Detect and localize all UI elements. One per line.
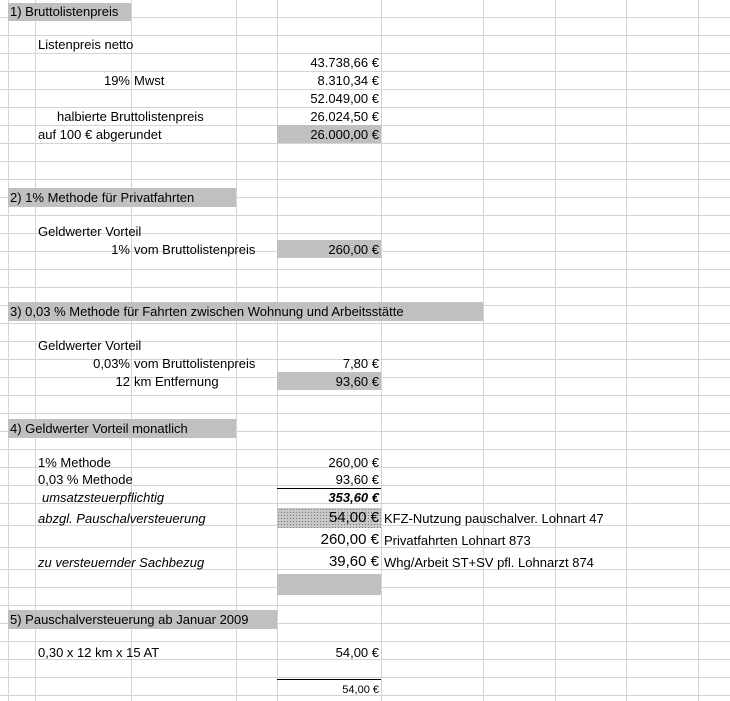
mwst-percent: 19% (103, 73, 130, 88)
section4-header: 4) Geldwerter Vorteil monatlich (10, 421, 188, 436)
abzgl-label: abzgl. Pauschalversteuerung (38, 511, 206, 526)
section3-km: 12 (115, 374, 130, 389)
zu-versteuern-value: 39,60 € (328, 553, 379, 570)
section2-gv-label: Geldwerter Vorteil (38, 224, 142, 239)
calc-value: 54,00 € (335, 645, 379, 660)
total-value: 54,00 € (342, 684, 379, 696)
section2-header: 2) 1% Methode für Privatfahrten (10, 190, 195, 205)
halbiert-value: 26.024,50 € (310, 109, 379, 124)
mwst-label: Mwst (134, 73, 165, 88)
section4-empty-result-bg (277, 574, 381, 595)
abzgl-note: KFZ-Nutzung pauschalver. Lohnart 47 (384, 511, 604, 526)
sum-underline (277, 488, 381, 489)
privat-value: 260,00 € (320, 531, 379, 548)
zu-versteuern-note: Whg/Arbeit ST+SV pfl. Lohnarzt 874 (384, 555, 594, 570)
mwst-value: 8.310,34 € (317, 73, 379, 88)
listenpreis-value: 43.738,66 € (310, 55, 379, 70)
listenpreis-label: Listenpreis netto (38, 37, 134, 52)
ust-value: 353,60 € (328, 490, 379, 505)
abgerundet-value: 26.000,00 € (310, 127, 379, 142)
brutto-value: 52.049,00 € (310, 91, 379, 106)
section3-km-value: 93,60 € (335, 374, 379, 389)
method1-label: 1% Methode (38, 455, 111, 470)
method2-label: 0,03 % Methode (38, 472, 133, 487)
section3-gv-label: Geldwerter Vorteil (38, 338, 142, 353)
abzgl-value: 54,00 € (328, 509, 379, 526)
calc-label: 0,30 x 12 km x 15 AT (38, 645, 160, 660)
zu-versteuern-label: zu versteuernder Sachbezug (38, 555, 205, 570)
method2-value: 93,60 € (335, 472, 379, 487)
section2-vom-label: vom Bruttolistenpreis (134, 242, 256, 257)
section2-value: 260,00 € (328, 242, 379, 257)
section2-percent: 1% (111, 242, 130, 257)
section3-header: 3) 0,03 % Methode für Fahrten zwischen Wohnung und Arbeitsstätte (10, 304, 404, 319)
halbiert-label: halbierte Bruttolistenpreis (57, 109, 204, 124)
method1-value: 260,00 € (328, 455, 379, 470)
ust-label: umsatzsteuerpflichtig (42, 490, 165, 505)
section3-percent: 0,03% (93, 356, 130, 371)
privat-note: Privatfahrten Lohnart 873 (384, 533, 531, 548)
section3-vom-label: vom Bruttolistenpreis (134, 356, 256, 371)
section3-vom-value: 7,80 € (342, 356, 379, 371)
section5-header: 5) Pauschalversteuerung ab Januar 2009 (10, 612, 249, 627)
total-underline (277, 679, 381, 680)
abgerundet-label: auf 100 € abgerundet (38, 127, 162, 142)
section3-km-label: km Entfernung (134, 374, 219, 389)
section1-header: 1) Bruttolistenpreis (10, 4, 119, 19)
